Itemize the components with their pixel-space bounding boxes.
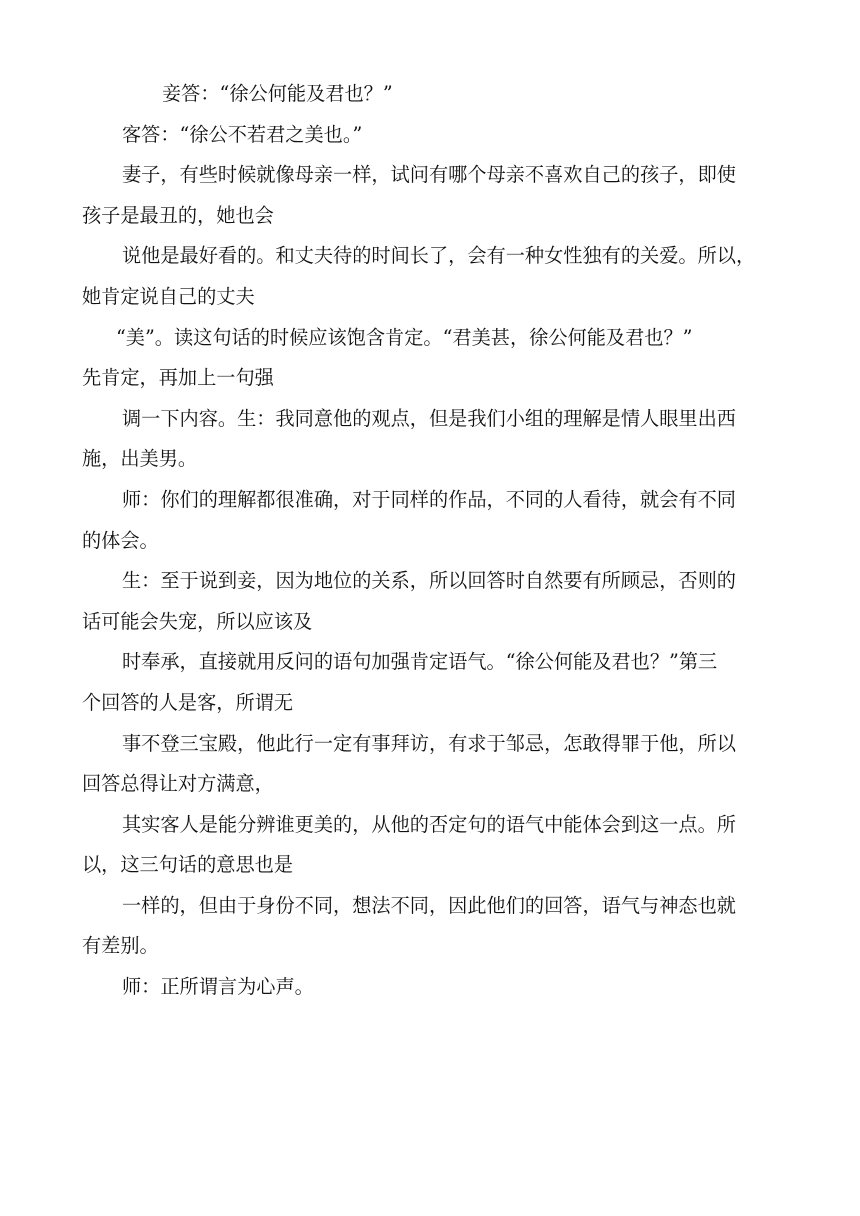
text-line: 个回答的人是客，所谓无 <box>82 690 294 714</box>
text-line: 一样的，但由于身份不同，想法不同，因此他们的回答，语气与神态也就 <box>122 893 736 917</box>
text-line: 师：正所谓言为心声。 <box>122 975 314 999</box>
text-line: 客答：“徐公不若君之美也。” <box>122 122 363 146</box>
text-line: 话可能会失宠，所以应该及 <box>82 609 313 633</box>
text-line: 其实客人是能分辨谁更美的，从他的否定句的语气中能体会到这一点。所 <box>122 812 736 836</box>
text-line: 她肯定说自己的丈夫 <box>82 284 255 308</box>
text-line: 的体会。 <box>82 528 159 552</box>
text-line: “美”。读这句话的时候应该饱含肯定。“君美甚，徐公何能及君也？” <box>116 325 693 349</box>
text-line: 回答总得让对方满意， <box>82 772 274 796</box>
text-line: 妾答：“徐公何能及君也？” <box>162 82 393 105</box>
text-line: 时奉承，直接就用反问的语句加强肯定语气。“徐公何能及君也？”第三 <box>122 650 718 674</box>
text-line: 有差别。 <box>82 934 159 958</box>
text-line: 生：至于说到妾，因为地位的关系，所以回答时自然要有所顾忌，否则的 <box>122 569 736 593</box>
text-line: 师：你们的理解都很准确，对于同样的作品，不同的人看待，就会有不同 <box>122 487 736 511</box>
text-line: 妻子，有些时候就像母亲一样，试问有哪个母亲不喜欢自己的孩子，即使 <box>122 163 736 187</box>
text-line: 事不登三宝殿，他此行一定有事拜访，有求于邹忌，怎敢得罪于他，所以 <box>122 731 736 755</box>
text-line: 先肯定，再加上一句强 <box>82 366 274 390</box>
text-line: 调一下内容。生：我同意他的观点，但是我们小组的理解是情人眼里出西 <box>122 406 736 430</box>
text-line: 说他是最好看的。和丈夫待的时间长了，会有一种女性独有的关爱。所以， <box>122 244 756 268</box>
text-line: 孩子是最丑的，她也会 <box>82 203 274 227</box>
text-line: 施，出美男。 <box>82 447 198 471</box>
text-line: 以，这三句话的意思也是 <box>82 853 294 877</box>
document-body <box>82 84 778 1018</box>
